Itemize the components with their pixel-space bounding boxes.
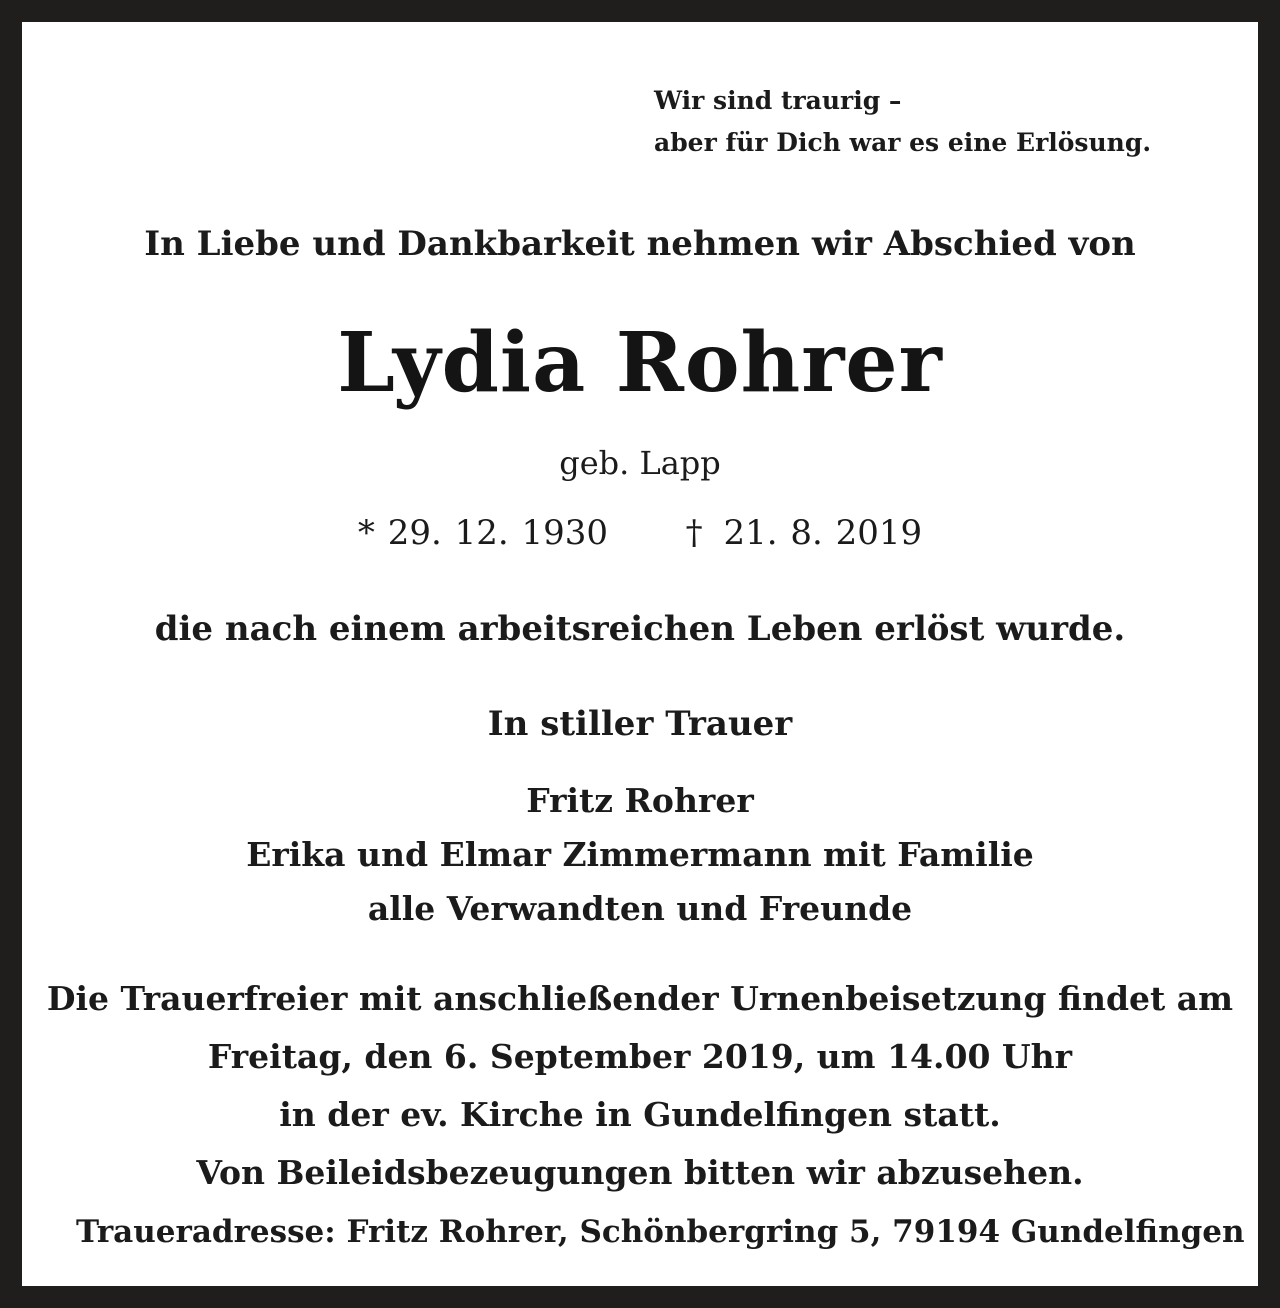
deceased-name: Lydia Rohrer [337, 315, 943, 411]
service-line: in der ev. Kirche in Gundelfingen statt. [279, 1095, 1001, 1134]
mourner-item: Fritz Rohrer [526, 781, 754, 820]
obituary-notice [22, 22, 1258, 1286]
mourning-heading: In stiller Trauer [487, 704, 793, 744]
service-line: Freitag, den 6. September 2019, um 14.00 Uhr [207, 1037, 1073, 1076]
service-line: Von Beileidsbezeugungen bitten wir abzusehen. [196, 1153, 1084, 1192]
service-line: Die Trauerfreier mit anschließender Urnenbeisetzung findet am [46, 979, 1234, 1018]
cross-icon: † [685, 513, 703, 553]
death-date: 21. 8. 2019 [723, 513, 923, 553]
intro-text: In Liebe und Dankbarkeit nehmen wir Abschied von [144, 224, 1136, 264]
mourners-list [22, 774, 1258, 936]
birth-name: geb. Lapp [559, 444, 721, 482]
motto-line-2: aber für Dich war es eine Erlösung. [654, 128, 1152, 157]
birth-date: 29. 12. 1930 [387, 513, 608, 553]
motto-quote [654, 80, 1214, 164]
mourning-address: Traueradresse: Fritz Rohrer, Schönbergring 5, 79194 Gundelfingen [76, 1214, 1245, 1250]
life-dates [22, 513, 1258, 553]
memorial-phrase: die nach einem arbeitsreichen Leben erlöst wurde. [154, 609, 1126, 649]
mourner-item: Erika und Elmar Zimmermann mit Familie [246, 835, 1034, 874]
born-symbol: * [357, 513, 375, 553]
mourner-item: alle Verwandten und Freunde [367, 889, 913, 928]
motto-line-1: Wir sind traurig – [654, 86, 902, 115]
funeral-service-info [22, 970, 1258, 1202]
